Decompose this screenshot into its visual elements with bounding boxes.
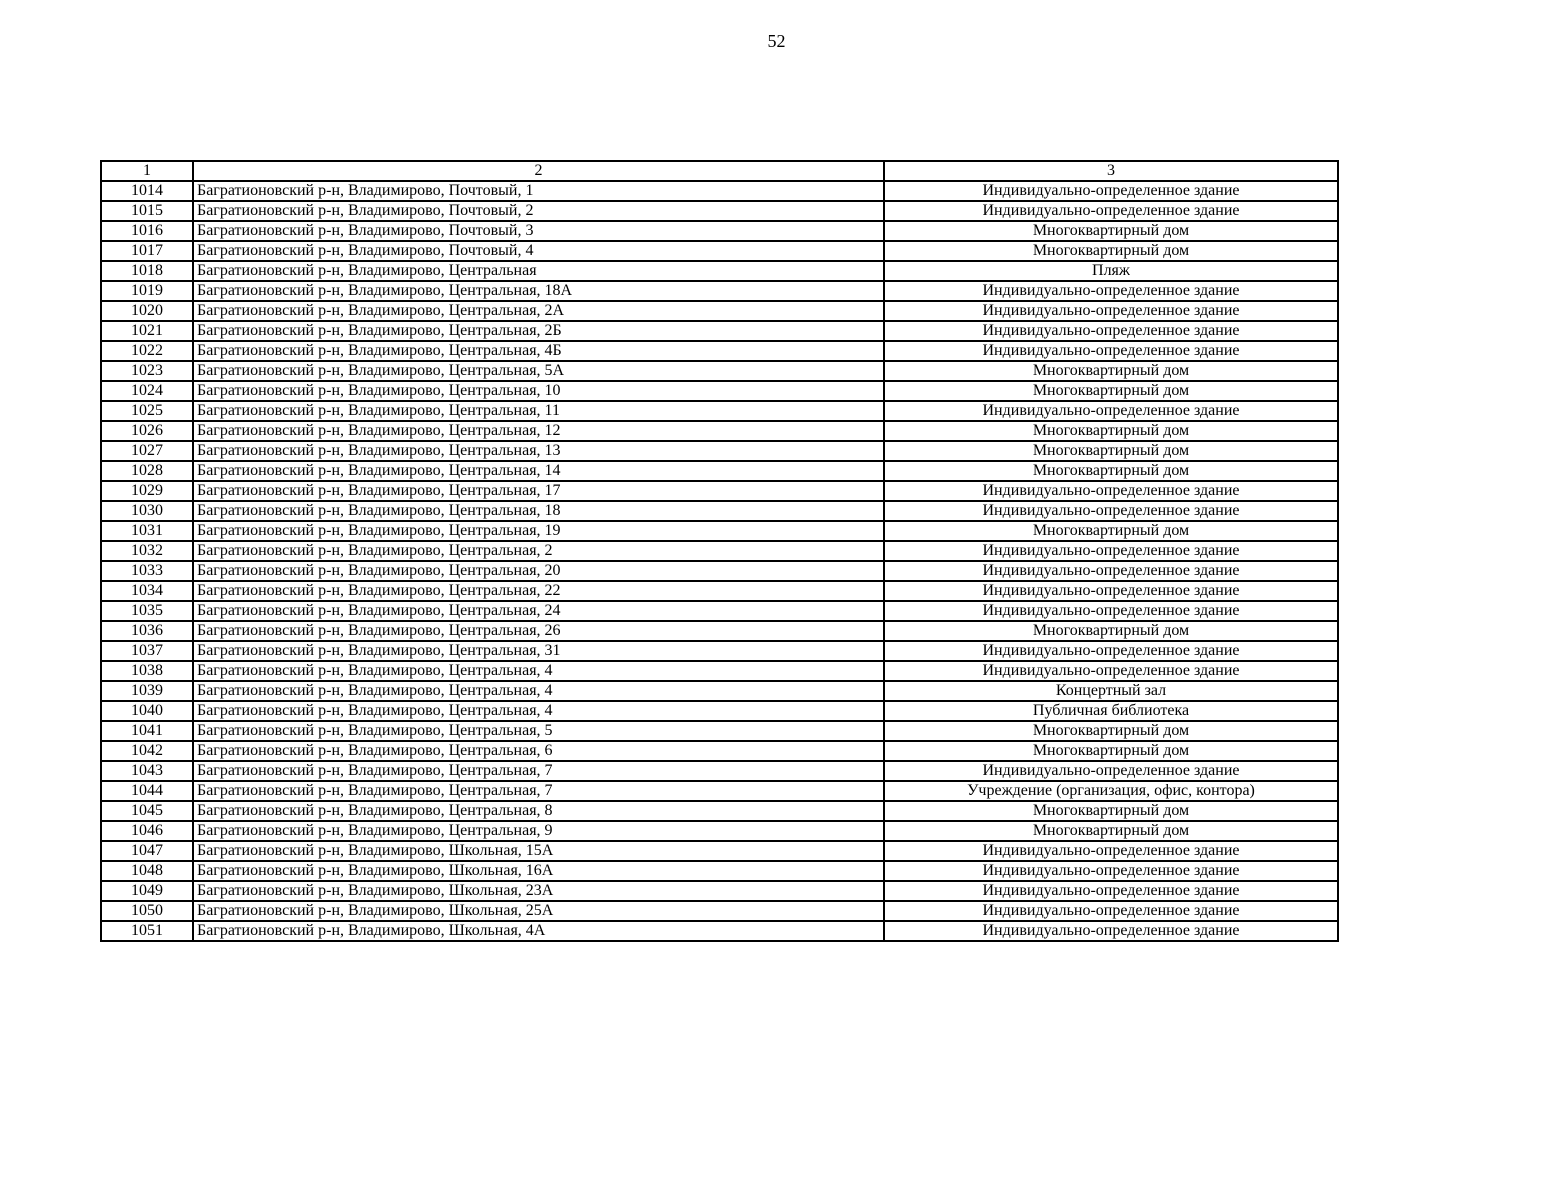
address-cell: Багратионовский р-н, Владимирово, Школьная, 15А [193,841,884,861]
address-cell: Багратионовский р-н, Владимирово, Почтовый, 2 [193,201,884,221]
address-cell: Багратионовский р-н, Владимирово, Почтовый, 1 [193,181,884,201]
row-number-cell: 1035 [101,601,193,621]
object-type-cell: Многоквартирный дом [884,721,1338,741]
table-row [101,321,1338,341]
object-type-cell: Многоквартирный дом [884,461,1338,481]
address-cell: Багратионовский р-н, Владимирово, Школьная, 16А [193,861,884,881]
address-cell: Багратионовский р-н, Владимирово, Центральная, 6 [193,741,884,761]
object-type-cell: Многоквартирный дом [884,621,1338,641]
object-type-cell: Многоквартирный дом [884,521,1338,541]
row-number-cell: 1037 [101,641,193,661]
object-type-cell: Индивидуально-определенное здание [884,861,1338,881]
table-row [101,801,1338,821]
row-number-cell: 1040 [101,701,193,721]
address-cell: Багратионовский р-н, Владимирово, Центральная, 7 [193,761,884,781]
row-number-cell: 1036 [101,621,193,641]
object-type-cell: Индивидуально-определенное здание [884,341,1338,361]
address-cell: Багратионовский р-н, Владимирово, Центральная, 26 [193,621,884,641]
table-row [101,541,1338,561]
table-row [101,761,1338,781]
table-row [101,841,1338,861]
address-cell: Багратионовский р-н, Владимирово, Центральная, 24 [193,601,884,621]
row-number-cell: 1016 [101,221,193,241]
object-type-cell: Индивидуально-определенное здание [884,321,1338,341]
object-type-cell: Индивидуально-определенное здание [884,841,1338,861]
address-cell: Багратионовский р-н, Владимирово, Центральная, 4Б [193,341,884,361]
row-number-cell: 1018 [101,261,193,281]
header-col-2: 2 [193,161,884,181]
table-row [101,921,1338,941]
object-type-cell: Индивидуально-определенное здание [884,301,1338,321]
object-type-cell: Многоквартирный дом [884,441,1338,461]
table-header [101,161,1338,181]
address-cell: Багратионовский р-н, Владимирово, Центральная, 9 [193,821,884,841]
object-type-cell: Индивидуально-определенное здание [884,501,1338,521]
object-type-cell: Многоквартирный дом [884,421,1338,441]
table-row [101,441,1338,461]
table-row [101,381,1338,401]
address-cell: Багратионовский р-н, Владимирово, Центральная, 4 [193,661,884,681]
object-type-cell: Публичная библиотека [884,701,1338,721]
row-number-cell: 1045 [101,801,193,821]
row-number-cell: 1038 [101,661,193,681]
table-row [101,861,1338,881]
row-number-cell: 1029 [101,481,193,501]
row-number-cell: 1020 [101,301,193,321]
row-number-cell: 1017 [101,241,193,261]
row-number-cell: 1050 [101,901,193,921]
address-cell: Багратионовский р-н, Владимирово, Центральная, 13 [193,441,884,461]
table-row [101,741,1338,761]
row-number-cell: 1042 [101,741,193,761]
table-row [101,261,1338,281]
address-cell: Багратионовский р-н, Владимирово, Центральная, 2 [193,541,884,561]
object-type-cell: Индивидуально-определенное здание [884,761,1338,781]
table-row [101,241,1338,261]
object-type-cell: Индивидуально-определенное здание [884,561,1338,581]
object-type-cell: Индивидуально-определенное здание [884,181,1338,201]
table-row [101,721,1338,741]
address-cell: Багратионовский р-н, Владимирово, Школьная, 4А [193,921,884,941]
address-cell: Багратионовский р-н, Владимирово, Центральная, 31 [193,641,884,661]
object-type-cell: Многоквартирный дом [884,241,1338,261]
page-number: 52 [767,31,786,51]
address-cell: Багратионовский р-н, Владимирово, Центральная, 5 [193,721,884,741]
address-cell: Багратионовский р-н, Владимирово, Центральная, 5А [193,361,884,381]
object-type-cell: Многоквартирный дом [884,381,1338,401]
table-row [101,581,1338,601]
address-cell: Багратионовский р-н, Владимирово, Центральная, 7 [193,781,884,801]
header-row [101,161,1338,181]
object-type-cell: Многоквартирный дом [884,361,1338,381]
object-type-cell: Многоквартирный дом [884,741,1338,761]
object-type-cell: Индивидуально-определенное здание [884,401,1338,421]
row-number-cell: 1044 [101,781,193,801]
row-number-cell: 1048 [101,861,193,881]
row-number-cell: 1047 [101,841,193,861]
row-number-cell: 1041 [101,721,193,741]
address-cell: Багратионовский р-н, Владимирово, Центральная, 10 [193,381,884,401]
object-type-cell: Многоквартирный дом [884,221,1338,241]
row-number-cell: 1023 [101,361,193,381]
object-type-cell: Многоквартирный дом [884,821,1338,841]
table-row [101,521,1338,541]
object-type-cell: Индивидуально-определенное здание [884,481,1338,501]
table-row [101,821,1338,841]
row-number-cell: 1051 [101,921,193,941]
object-type-cell: Индивидуально-определенное здание [884,901,1338,921]
address-cell: Багратионовский р-н, Владимирово, Центральная [193,261,884,281]
address-cell: Багратионовский р-н, Владимирово, Центральная, 20 [193,561,884,581]
table-row [101,641,1338,661]
address-cell: Багратионовский р-н, Владимирово, Центральная, 2Б [193,321,884,341]
row-number-cell: 1024 [101,381,193,401]
table-row [101,881,1338,901]
table-row [101,781,1338,801]
address-cell: Багратионовский р-н, Владимирово, Центральная, 4 [193,701,884,721]
row-number-cell: 1028 [101,461,193,481]
object-type-cell: Индивидуально-определенное здание [884,921,1338,941]
table-row [101,401,1338,421]
address-cell: Багратионовский р-н, Владимирово, Центральная, 18 [193,501,884,521]
object-type-cell: Учреждение (организация, офис, контора) [884,781,1338,801]
object-type-cell: Индивидуально-определенное здание [884,201,1338,221]
address-cell: Багратионовский р-н, Владимирово, Центральная, 22 [193,581,884,601]
address-cell: Багратионовский р-н, Владимирово, Центральная, 18А [193,281,884,301]
table-row [101,341,1338,361]
table-body [101,181,1338,941]
row-number-cell: 1032 [101,541,193,561]
table-row [101,181,1338,201]
row-number-cell: 1049 [101,881,193,901]
row-number-cell: 1021 [101,321,193,341]
row-number-cell: 1027 [101,441,193,461]
row-number-cell: 1034 [101,581,193,601]
row-number-cell: 1030 [101,501,193,521]
row-number-cell: 1033 [101,561,193,581]
address-cell: Багратионовский р-н, Владимирово, Школьная, 25А [193,901,884,921]
table-row [101,701,1338,721]
address-cell: Багратионовский р-н, Владимирово, Центральная, 17 [193,481,884,501]
row-number-cell: 1043 [101,761,193,781]
object-type-cell: Индивидуально-определенное здание [884,881,1338,901]
object-type-cell: Индивидуально-определенное здание [884,641,1338,661]
row-number-cell: 1039 [101,681,193,701]
header-col-1: 1 [101,161,193,181]
object-type-cell: Индивидуально-определенное здание [884,601,1338,621]
address-cell: Багратионовский р-н, Владимирово, Почтовый, 3 [193,221,884,241]
table-row [101,301,1338,321]
table-row [101,501,1338,521]
object-type-cell: Пляж [884,261,1338,281]
table-row [101,361,1338,381]
table-row [101,681,1338,701]
table-row [101,901,1338,921]
object-type-cell: Индивидуально-определенное здание [884,541,1338,561]
object-type-cell: Многоквартирный дом [884,801,1338,821]
table-row [101,561,1338,581]
header-col-3: 3 [884,161,1338,181]
table-row [101,461,1338,481]
table-row [101,481,1338,501]
table-row [101,661,1338,681]
address-cell: Багратионовский р-н, Владимирово, Центральная, 4 [193,681,884,701]
row-number-cell: 1025 [101,401,193,421]
object-type-cell: Концертный зал [884,681,1338,701]
row-number-cell: 1015 [101,201,193,221]
address-cell: Багратионовский р-н, Владимирово, Школьная, 23А [193,881,884,901]
row-number-cell: 1022 [101,341,193,361]
row-number-cell: 1014 [101,181,193,201]
address-cell: Багратионовский р-н, Владимирово, Центральная, 8 [193,801,884,821]
table-row [101,281,1338,301]
table-row [101,201,1338,221]
registry-table [100,160,1339,942]
address-cell: Багратионовский р-н, Владимирово, Центральная, 19 [193,521,884,541]
table-row [101,221,1338,241]
object-type-cell: Индивидуально-определенное здание [884,281,1338,301]
object-type-cell: Индивидуально-определенное здание [884,661,1338,681]
address-cell: Багратионовский р-н, Владимирово, Центральная, 12 [193,421,884,441]
row-number-cell: 1026 [101,421,193,441]
address-cell: Багратионовский р-н, Владимирово, Почтовый, 4 [193,241,884,261]
object-type-cell: Индивидуально-определенное здание [884,581,1338,601]
address-cell: Багратионовский р-н, Владимирово, Центральная, 11 [193,401,884,421]
row-number-cell: 1031 [101,521,193,541]
table-row [101,421,1338,441]
table-row [101,601,1338,621]
row-number-cell: 1046 [101,821,193,841]
table-row [101,621,1338,641]
address-cell: Багратионовский р-н, Владимирово, Центральная, 2А [193,301,884,321]
address-cell: Багратионовский р-н, Владимирово, Центральная, 14 [193,461,884,481]
row-number-cell: 1019 [101,281,193,301]
